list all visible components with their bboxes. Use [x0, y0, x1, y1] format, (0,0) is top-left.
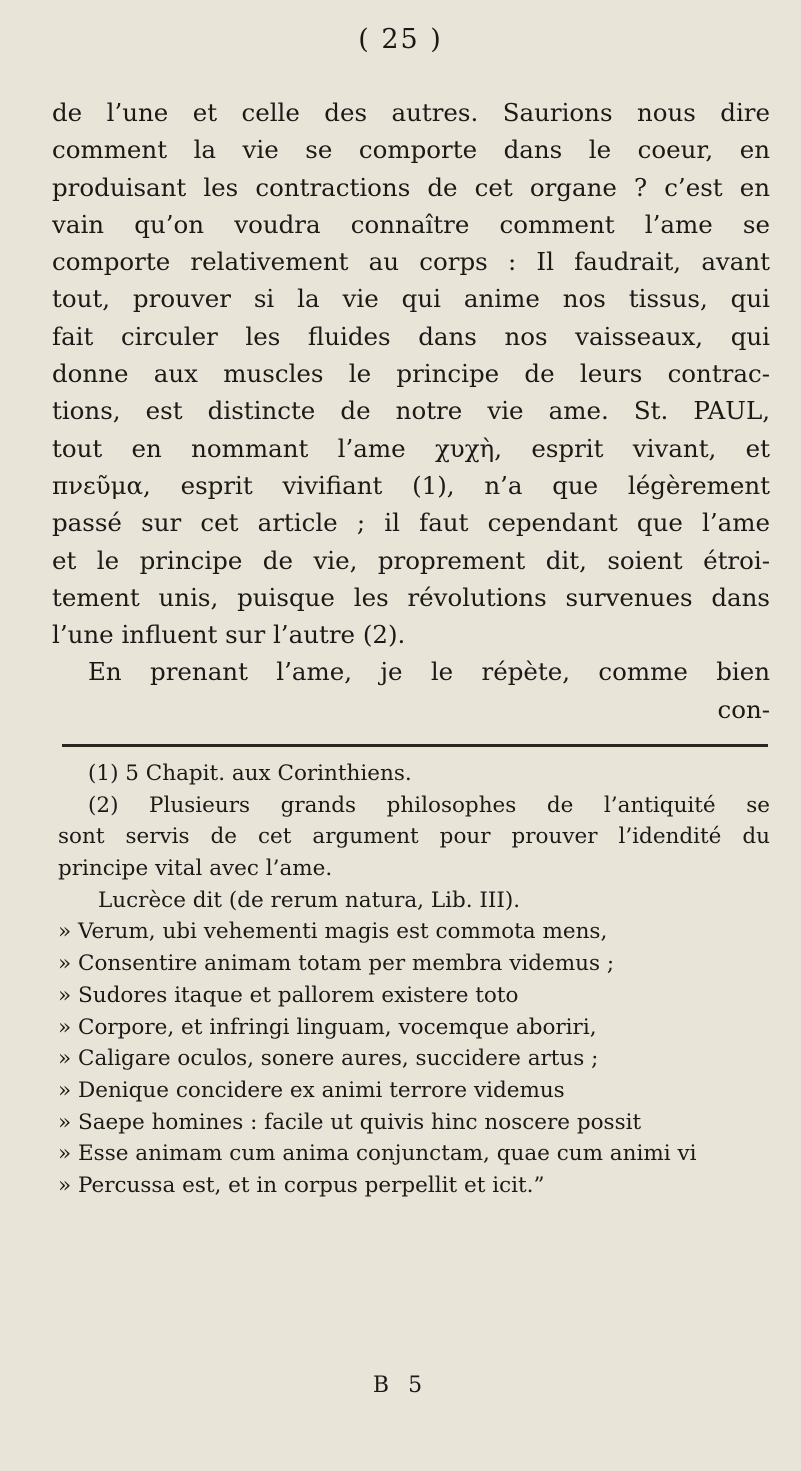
text-line-paragraph-end: l’une influent sur l’autre (2).: [52, 620, 406, 650]
footnote-rule: [62, 744, 768, 747]
text-line: tions, est distincte de notre vie ame. St. PAUL,: [52, 396, 770, 426]
main-text: [52, 94, 770, 728]
text-line: produisant les contractions de cet organe ? c’est en: [52, 172, 770, 202]
quote-line: » Denique concidere ex animi terrore videmus: [58, 1077, 565, 1103]
quote-line: » Consentire animam totam per membra videmus ;: [58, 951, 615, 977]
text-line: donne aux muscles le principe de leurs contrac-: [52, 359, 770, 389]
footnote-line: sont servis de cet argument pour prouver l’idendité du: [58, 824, 770, 850]
text-line-paragraph-start: En prenant l’ame, je le répète, comme bien: [88, 657, 770, 687]
text-line: vain qu’on voudra connaître comment l’ame se: [52, 209, 770, 239]
footnote-line: (2) Plusieurs grands philosophes de l’antiquité se: [88, 792, 770, 818]
catchword: con-: [717, 694, 770, 724]
text-line: passé sur cet article ; il faut cependant que l’ame: [52, 508, 770, 538]
text-line: tout en nommant l’ame χυχὴ, esprit vivant, et: [52, 433, 770, 463]
quote-line: » Corpore, et infringi linguam, vocemque aboriri,: [58, 1014, 597, 1040]
quote-line: » Verum, ubi vehementi magis est commota mens,: [58, 919, 608, 945]
text-line: fait circuler les fluides dans nos vaisseaux, qui: [52, 321, 770, 351]
quote-line: » Percussa est, et in corpus perpellit et icit.”: [58, 1172, 545, 1198]
text-line: de l’une et celle des autres. Saurions nous dire: [52, 98, 770, 127]
footnote-line: Lucrèce dit (de rerum natura, Lib. III).: [98, 887, 521, 913]
text-line: tement unis, puisque les révolutions survenues dans: [52, 582, 770, 612]
text-line: πνεῦμα, esprit vivifiant (1), n’a que légèrement: [52, 470, 770, 500]
quote-line: » Saepe homines : facile ut quivis hinc noscere possit: [58, 1109, 642, 1135]
text-line: tout, prouver si la vie qui anime nos tissus, qui: [52, 284, 770, 314]
quote-line: » Sudores itaque et pallorem existere toto: [58, 982, 519, 1008]
footnote-line: (1) 5 Chapit. aux Corinthiens.: [88, 761, 412, 786]
printer-signature: B 5: [372, 1373, 429, 1398]
footnotes: [58, 758, 770, 1202]
text-line: comment la vie se comporte dans le coeur, en: [52, 135, 770, 165]
footnote-line: principe vital avec l’ame.: [58, 856, 333, 882]
quote-line: » Esse animam cum anima conjunctam, quae cum animi vi: [58, 1141, 697, 1167]
text-line: comporte relativement au corps : Il faudrait, avant: [52, 247, 770, 277]
quote-line: » Caligare oculos, sonere aures, succidere artus ;: [58, 1046, 599, 1072]
text-line: et le principe de vie, proprement dit, soient étroi-: [52, 545, 770, 575]
page-number: ( 25 ): [358, 24, 443, 55]
